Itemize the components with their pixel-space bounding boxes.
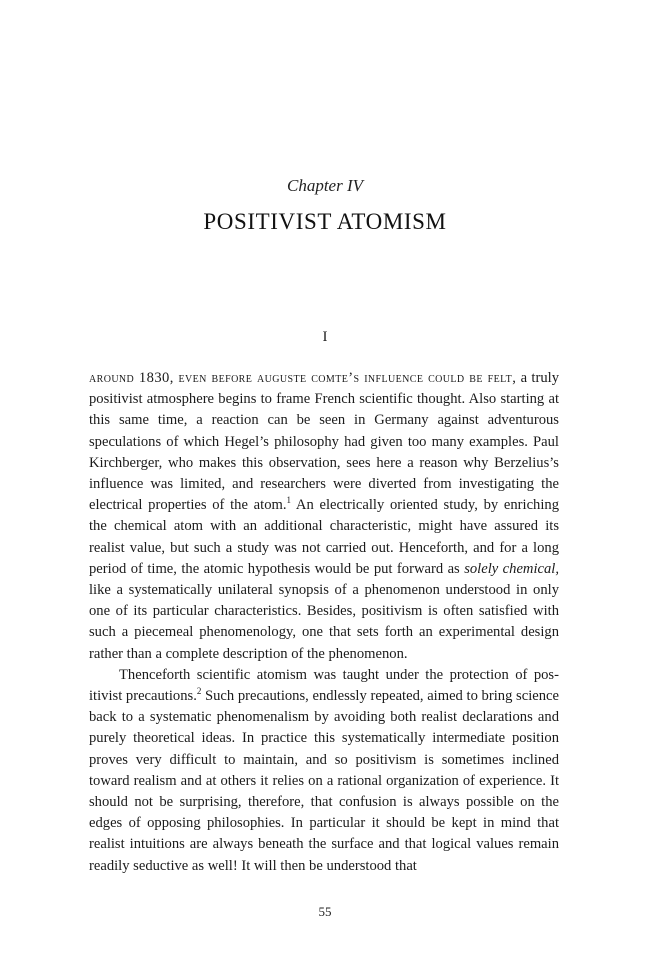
- footnote-marker-2[interactable]: 2: [196, 686, 202, 697]
- paragraph-1-text-a: a truly positivist atmosphere begins to frame French scientific thought. Also starting at this same time, a reaction can be seen in Germany against adventurous speculations of which Hegel’s philosophy had given too many examples. Paul Kirchberger, who makes this observation, sees here a reason why Berzelius’s influence was limited, and researchers were diverted from investigating the electrical properties of the atom.: [89, 370, 559, 514]
- paragraph-1-text-c: like a systematically unilateral synopsis of a phenomenon understood in only one of its particular characteristics. Besides, positivism is often satisfied with such a piecemeal phenomenology, one that sets forth an experimental design rather than a complete description of the phenomenon.: [89, 582, 559, 662]
- chapter-title: POSITIVIST ATOMISM: [203, 209, 447, 234]
- paragraph-2-text-b: Such precautions, endlessly repeated, aimed to bring science back to a systematic phenomenalism by avoiding both realist declarations and purely theoretical ideas. In practice this systematically intermediate position proves very difficult to maintain, and so positivism is sometimes inclined toward realism and at others it relies on a rational organization of experience. It should not be surprising, therefore, that confusion is always possible on the edges of opposing philosophies. In particular it should be kept in mind that realist intuitions are always beneath the surface and that logical values remain readily seductive as well! It will then be understood that: [89, 688, 559, 874]
- body-text: [89, 368, 559, 877]
- emphasis-solely-chemical: solely chemical,: [464, 560, 559, 577]
- paragraph-2: [89, 665, 559, 877]
- chapter-label: Chapter IV: [286, 176, 364, 195]
- paragraph-2-text-a: Thenceforth scientific atomism was taught under the protection of positivist precautions.: [89, 666, 559, 705]
- section-numeral: I: [322, 329, 328, 345]
- footnote-marker-1[interactable]: 1: [286, 495, 291, 506]
- paragraph-1-text-b: An electrically oriented study, by enriching the chemical atom with an additional characteristic, might have assured its realist value, but such a study was not carried out. Henceforth, and for a long period of time, the atomic hypothesis would be put forward as: [89, 497, 559, 577]
- paragraph-1: [89, 368, 559, 665]
- page-number: 55: [318, 904, 332, 919]
- paragraph-lead-in: around 1830, even before auguste comte’s influence could be felt,: [89, 370, 517, 386]
